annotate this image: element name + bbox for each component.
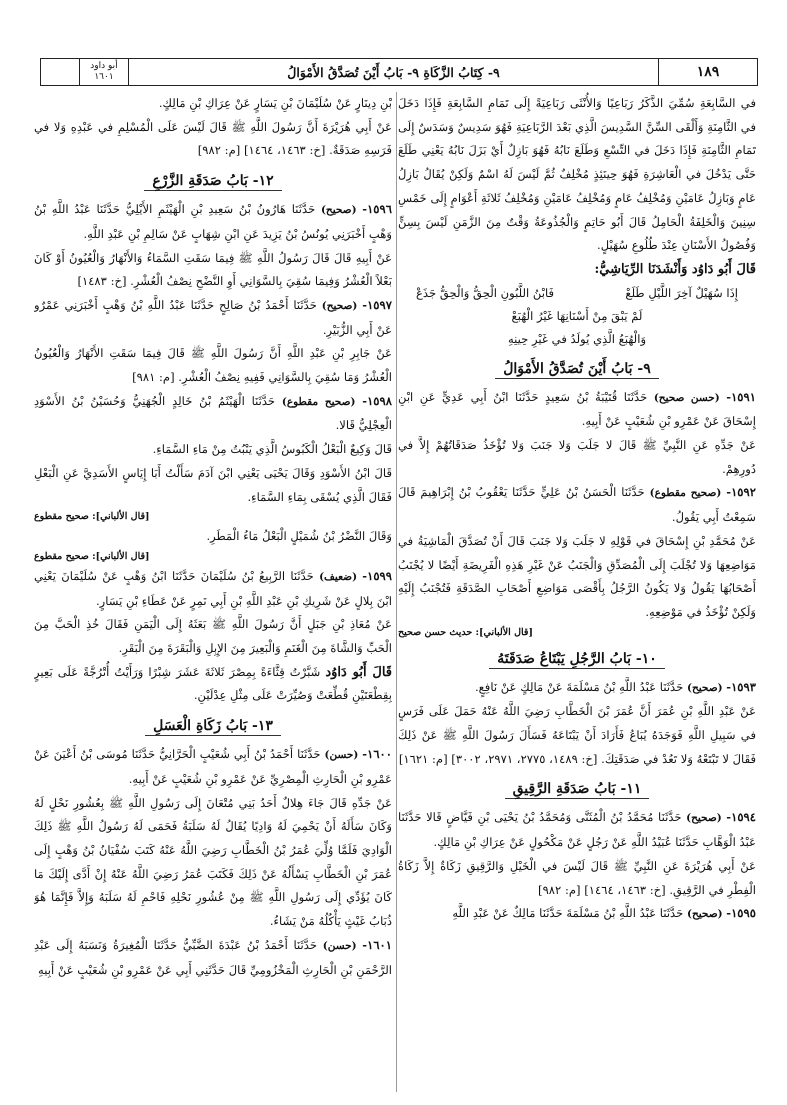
paragraph: في السَّابِعَةِ سُمِّيَ الذَّكَرُ رَبَاعِيًا وَالأُنْثَى رَبَاعِيَةً إِلَى تَمَامِ السَّابِعَةِ فَإِذَا دَخَلَ في الثَّامِنَةِ وَأَلْقَى السِّنَّ السَّدِيسَ الَّذِي بَعْدَ الرَّبَاعِيَةِ فَهُوَ سَدِيسٌ وَسَدَسٌ إِلَى تَمَامِ الثَّامِنَةِ فَإِذَا دَخَلَ في التِّسْعِ وَطَلَعَ نَابُهُ فَهُوَ بَازِلٌ أَيْ بَزَلَ نَابُهُ يَعْنِي طَلَعَ حَتَّى يَدْخُلَ في الْعَاشِرَةِ فَهُوَ حِينَئِذٍ مُخْلِفٌ ثُمَّ لَيْسَ لَهُ اسْمٌ وَلَكِنْ يُقَالُ بَازِلُ عَامٍ وَبَازِلُ عَامَيْنِ وَمُخْلِفُ عَامٍ وَمُخْلِفُ عَامَيْنِ وَمُخْلِفُ ثَلاثَةِ أَعْوَامٍ إِلَى خَمْسِ سِنِينَ وَالْخَلِفَةُ الْحَامِلُ قَالَ أَبُو حَاتِمٍ وَالْجُذُوعَةُ وَقْتٌ مِنَ الزَّمَنِ لَيْسَ بِسِنٍّ وَفُصُولُ الأَسْنَانِ عِنْدَ طُلُوعِ سُهَيْلٍ. [398,96,756,253]
section-heading [398,646,756,672]
book-reference [80,59,129,85]
abu-dawud-label: قَالَ أَبُو دَاوُد [325,664,392,680]
hadith-chain: حَدَّثَنَا الرَّبِيعُ بْنُ سُلَيْمَانَ حَدَّثَنَا ابْنُ وَهْبٍ عَنْ سُلَيْمَانَ يَعْنِي ابْنَ بِلالٍ عَنْ شَرِيكِ بْنِ عَبْدِ اللَّهِ بْنِ أَبِي نَمِرٍ عَنْ عَطَاءِ بْنِ يَسَارٍ. [34,568,392,608]
section-heading [398,776,756,802]
page-header [40,58,758,86]
hadith-number: ١٥٩٢- [726,485,756,500]
hadith-grade: (صحيح) [321,299,358,312]
section-heading-text: ٩- بَابُ أَيْنَ تُصَدَّقُ الأَمْوَالُ [495,361,659,379]
hadith-number: ١٥٩٦- [362,202,392,217]
hadith-paragraph [398,806,756,854]
hadith-grade: (صحيح) [320,204,357,217]
hadith-chain: حَدَّثَنَا أَحْمَدُ بْنُ أَبِي شُعَيْبٍ الْحَرَّانِيُّ حَدَّثَنَا مُوسَى بْنُ أَعْيَنَ عَنْ عَمْرِو بْنِ الْحَارِثِ الْمِصْرِيِّ عَنْ عَمْرِو بْنِ شُعَيْبٍ عَنْ أَبِيهِ. [34,747,392,786]
paragraph: قَالَ وَكِيعٌ الْبَعْلُ الْكَبُوسُ الَّذِي يَنْبُتُ مِنْ مَاءِ السَّمَاءِ. [152,442,392,457]
hadith-number: ١٦٠٠- [362,747,392,762]
hadith-grade: (ضعيف) [319,570,358,583]
hadith-chain: حَدَّثَنَا الْهَيْثَمُ بْنُ خَالِدٍ الْجُهَنِيُّ وَحُسَيْنُ بْنُ الأَسْوَدِ الْعِجْلِيُّ قَالا. [34,393,392,433]
paragraph: عَنْ جَدِّهِ عَنِ النَّبِيِّ ﷺ قَالَ لا جَلَبَ وَلا جَنَبَ وَلا تُؤْخَذُ صَدَقَاتُهُمْ إِلاَّ في دُورِهِمْ. [398,438,756,476]
hadith-paragraph [34,565,392,613]
hadith-number: ١٥٩٩- [362,568,392,583]
hadith-grade: (صحيح) [687,908,723,921]
section-heading [34,713,392,739]
paragraph: وَقَالَ النَّضْرُ بْنُ شُمَيْلٍ الْبَعْلُ مَاءُ الْمَطَرِ. [206,529,392,544]
hadith-paragraph [398,902,756,927]
section-heading [398,356,756,382]
hadith-number: ١٥٩٥- [726,906,756,921]
hadith-grade: (حسن صحيح) [653,391,720,404]
abu-dawud-text: شَبَّرْتُ قِثَّاءَةً بِمِصْرَ ثَلاثَةَ عَشَرَ شِبْرًا وَرَأَيْتُ أُتْرُجَّةً عَلَى بَعِيرٍ بِقِطْعَتَيْنِ قُطِّعَتْ وَصُيِّرَتْ عَلَى مِثْلِ عِدْلَيْنِ. [34,664,392,703]
poem [398,282,756,351]
hadith-chain: حَدَّثَنَا أَحْمَدُ بْنُ عَبْدَةَ الضَّبِّيُّ حَدَّثَنَا الْمُغِيرَةُ وَنَسَبَهُ إِلَى عَبْدِ الرَّحْمَنِ بْنِ الْحَارِثِ الْمَخْزُومِيِّ قَالَ حَدَّثَنِي أَبِي عَنْ عَمْرِو بْنِ شُعَيْبٍ عَنْ أَبِيهِ [34,937,392,977]
section-heading-text: ١٢- بَابُ صَدَقَةِ الزَّرْعِ [144,173,281,191]
poem-hemistich: فَابْنُ اللَّبُونِ الْحِقُّ وَالْحِقُّ جَذَعْ [416,285,555,300]
abu-dawud-heading: قَالَ أَبُو دَاوُد وَأَنْشَدَنَا الرِّيَاشِيُّ: [594,261,756,277]
book-reference-number: ١٦٠١ [94,72,114,82]
hadith-chain: حَدَّثَنَا الْحَسَنُ بْنُ عَلِيٍّ حَدَّثَنَا يَعْقُوبُ بْنُ إِبْرَاهِيمَ قَالَ سَمِعْتُ أَبِي يَقُولُ. [398,485,756,525]
paragraph: عَنْ جَابِرِ بْنِ عَبْدِ اللَّهِ أَنَّ رَسُولَ اللَّهِ ﷺ قَالَ فِيمَا سَقَتِ الأَنْهَارُ وَالْعُيُونُ الْعُشْرُ وَمَا سُقِيَ بِالسَّوَانِي فَفِيهِ نِصْفُ الْعُشْرِ. [م: ٩٨١] [34,346,392,385]
section-heading-text: ١٣- بَابُ زَكَاةِ الْعَسَلِ [145,718,281,736]
albani-note: [قال الألباني]: حديث حسن صحيح [398,626,533,638]
section-heading [34,168,392,194]
running-title: ٩- كِتَابُ الزَّكَاةِ ٩- بَابُ أَيْنَ تُصَدَّقُ الأَمْوَالُ [129,59,659,85]
hadith-paragraph [34,294,392,342]
hadith-paragraph [34,743,392,791]
paragraph: عَنْ مُحَمَّدِ بْنِ إِسْحَاقَ في قَوْلِهِ لا جَلَبَ وَلا جَنَبَ قَالَ أَنْ تُصَدَّقَ الْمَاشِيَةُ في مَوَاضِعِهَا وَلا تُجْلَبَ إِلَى الْمُصَدِّقِ وَالْجَنَبُ عَنْ غَيْرِ هَذِهِ الْفَرِيضَةِ أَيْضًا لا يُجْنَبُ أَصْحَابُهَا يَقُولُ وَلا يَكُونُ الرَّجُلُ بِأَقْصَى مَوَاضِعِ أَصْحَابِ الصَّدَقَةِ فَتُجْنَبُ إِلَيْهِ وَلَكِنْ تُؤْخَذُ في مَوْضِعِهِ. [398,533,756,619]
hadith-paragraph [398,386,756,434]
right-column [398,92,756,1092]
book-reference-name: أبو داود [90,61,118,71]
poem-line: لَمْ يَبْقَ مِنْ أَسْنَانِهَا غَيْرُ الْهُبَعْ [511,308,643,323]
page-number: ١٨٩ [696,64,720,80]
paragraph: عَنْ عَبْدِ اللَّهِ بْنِ عُمَرَ أَنَّ عُمَرَ بْنَ الْخَطَّابِ رَضِيَ اللَّهُ عَنْهُ حَمَلَ عَلَى فَرَسٍ في سَبِيلِ اللَّهِ فَوَجَدَهُ يُبَاعُ فَأَرَادَ أَنْ يَبْتَاعَهُ فَسَأَلَ رَسُولَ اللَّهِ ﷺ عَنْ ذَلِكَ فَقَالَ لا تَبْتَعْهُ وَلا تَعُدْ في صَدَقَتِكَ. [خ: ١٤٨٩، ٢٧٧٥، ٢٩٧١، ٣٠٠٢] [م: ١٦٢١] [398,704,756,766]
paragraph: عَنْ أَبِي هُرَيْرَةَ أَنَّ رَسُولَ اللَّهِ ﷺ قَالَ لَيْسَ عَلَى الْمُسْلِمِ في عَبْدِهِ وَلا في فَرَسِهِ صَدَقَةٌ. [خ: ١٤٦٣، ١٤٦٤] [م: ٩٨٢] [34,119,392,158]
hadith-paragraph [398,676,756,701]
hadith-chain: حَدَّثَنَا عَبْدُ اللَّهِ بْنُ مَسْلَمَةَ عَنْ مَالِكٍ عَنْ نَافِعٍ. [474,679,687,694]
albani-note: [قال الألباني]: صحيح مقطوع [34,550,150,562]
hadith-paragraph [398,481,756,529]
poem-line [398,282,756,305]
hadith-grade: (حسن) [322,939,357,952]
hadith-paragraph [34,390,392,438]
column-divider [396,92,397,1092]
albani-note: [قال الألباني]: صحيح مقطوع [34,511,150,523]
hadith-number: ١٥٩٣- [726,679,756,694]
paragraph: عَنْ مُعَاذِ بْنِ جَبَلٍ أَنَّ رَسُولَ اللَّهِ ﷺ بَعَثَهُ إِلَى الْيَمَنِ فَقَالَ خُذِ الْحَبَّ مِنَ الْحَبِّ وَالشَّاةَ مِنَ الْغَنَمِ وَالْبَعِيرَ مِنَ الإِبِلِ وَالْبَقَرَةَ مِنَ الْبَقَرِ. [34,617,392,656]
hadith-chain: حَدَّثَنَا أَحْمَدُ بْنُ صَالِحٍ حَدَّثَنَا عَبْدُ اللَّهِ بْنُ وَهْبٍ أَخْبَرَنِي عَمْرٌو عَنْ أَبِي الزُّبَيْرِ. [34,297,392,337]
hadith-number: ١٥٩٤- [726,810,756,825]
hadith-paragraph [34,934,392,982]
abu-dawud-paragraph [34,661,392,708]
hadith-grade: (صحيح) [687,681,723,694]
left-column [34,92,392,1092]
hadith-grade: (صحيح مقطوع) [649,487,722,500]
hadith-paragraph [34,198,392,246]
hadith-chain: حَدَّثَنَا مُحَمَّدُ بْنُ الْمُثَنَّى وَمُحَمَّدُ بْنُ يَحْيَى بْنِ فَيَّاضٍ قَالا حَدَّثَنَا عَبْدُ الْوَهَّابِ حَدَّثَنَا عُبَيْدُ اللَّهِ عَنْ رَجُلٍ عَنْ مَكْحُولٍ عَنْ عِرَاكِ بْنِ مَالِكٍ. [398,810,756,850]
paragraph: عَنْ أَبِيهِ قَالَ قَالَ رَسُولُ اللَّهِ ﷺ فِيمَا سَقَتِ السَّمَاءُ وَالأَنْهَارُ وَالْعُيُونُ أَوْ كَانَ بَعْلاً الْعُشْرُ وَفِيمَا سُقِيَ بِالسَّوَانِي أَوِ النَّضْحِ نِصْفُ الْعُشْرِ. [خ: ١٤٨٣] [34,250,392,289]
hadith-number: ١٥٩١- [726,389,756,404]
hadith-grade: (صحيح مقطوع) [281,395,356,408]
hadith-number: ١٦٠١- [362,937,392,952]
hadith-grade: (حسن) [324,749,359,762]
paragraph: قَالَ ابْنُ الأَسْوَدِ وَقَالَ يَحْيَى يَعْنِي ابْنَ آدَمَ سَأَلْتُ أَبَا إِيَاسٍ الأَسَدِيَّ عَنِ الْبَعْلِ فَقَالَ الَّذِي يُسْقَى بِمَاءِ السَّمَاءِ. [34,465,392,504]
section-heading-text: ١١- بَابُ صَدَقَةِ الرَّقِيقِ [505,781,650,799]
hadith-number: ١٥٩٨- [362,393,392,408]
hadith-chain: حَدَّثَنَا هَارُونُ بْنُ سَعِيدِ بْنِ الْهَيْثَمِ الأَيْلِيُّ حَدَّثَنَا عَبْدُ اللَّهِ بْنُ وَهْبٍ أَخْبَرَنِي يُونُسُ بْنُ يَزِيدَ عَنِ ابْنِ شِهَابٍ عَنْ سَالِمِ بْنِ عَبْدِ اللَّهِ. [34,202,392,241]
poem-explanation: وَالْهُبَعُ الَّذِي يُولَدُ في غَيْرِ حِينِهِ [507,331,647,346]
paragraph: عَنْ جَدِّهِ قَالَ جَاءَ هِلالٌ أَحَدُ بَنِي مُتْعَانَ إِلَى رَسُولِ اللَّهِ ﷺ بِعُشُورِ نَحْلٍ لَهُ وَكَانَ سَأَلَهُ أَنْ يَحْمِيَ لَهُ وَادِيًا يُقَالُ لَهُ سَلَبَةُ فَحَمَى لَهُ رَسُولُ اللَّهِ ﷺ ذَلِكَ الْوَادِيَ فَلَمَّا وُلِّيَ عُمَرُ بْنُ الْخَطَّابِ رَضِيَ اللَّهُ عَنْهُ كَتَبَ سُفْيَانُ بْنُ وَهْبٍ إِلَى عُمَرَ بْنِ الْخَطَّابِ يَسْأَلُهُ عَنْ ذَلِكَ فَكَتَبَ عُمَرُ رَضِيَ اللَّهُ عَنْهُ إِنْ أَدَّى إِلَيْكَ مَا كَانَ يُؤَدِّي إِلَى رَسُولِ اللَّهِ ﷺ مِنْ عُشُورِ نَحْلِهِ فَاحْمِ لَهُ سَلَبَهُ وَإِلاَّ فَإِنَّمَا هُوَ ذُبَابُ غَيْثٍ يَأْكُلُهُ مَنْ يَشَاءُ. [34,795,392,929]
hadith-number: ١٥٩٧- [362,297,392,312]
header-empty-cell [41,59,80,85]
hadith-chain: حَدَّثَنَا عَبْدُ اللَّهِ بْنُ مَسْلَمَةَ حَدَّثَنَا مَالِكٌ عَنْ عَبْدِ اللَّهِ [452,906,687,921]
hadith-chain: حَدَّثَنَا قُتَيْبَةُ بْنُ سَعِيدٍ حَدَّثَنَا ابْنُ أَبِي عَدِيٍّ عَنِ ابْنِ إِسْحَاقَ عَنْ عَمْرِو بْنِ شُعَيْبٍ عَنْ أَبِيهِ. [398,389,756,429]
poem-hemistich: إِذَا سُهَيْلٌ آخِرَ اللَّيْلِ طَلَعْ [625,285,738,300]
section-heading-text: ١٠- بَابُ الرَّجُلِ يَبْتَاعُ صَدَقَتَهُ [489,651,664,669]
hadith-grade: (صحيح) [686,812,722,825]
paragraph: بْنِ دِينَارٍ عَنْ سُلَيْمَانَ بْنِ يَسَارٍ عَنْ عِرَاكِ بْنِ مَالِكٍ. [158,96,392,110]
paragraph: عَنْ أَبِي هُرَيْرَةَ عَنِ النَّبِيِّ ﷺ قَالَ لَيْسَ في الْخَيْلِ وَالرَّقِيقِ زَكَاةٌ إِلاَّ زَكَاةُ الْفِطْرِ في الرَّقِيقِ. [خ: ١٤٦٣، ١٤٦٤] [م: ٩٨٢] [398,858,756,897]
